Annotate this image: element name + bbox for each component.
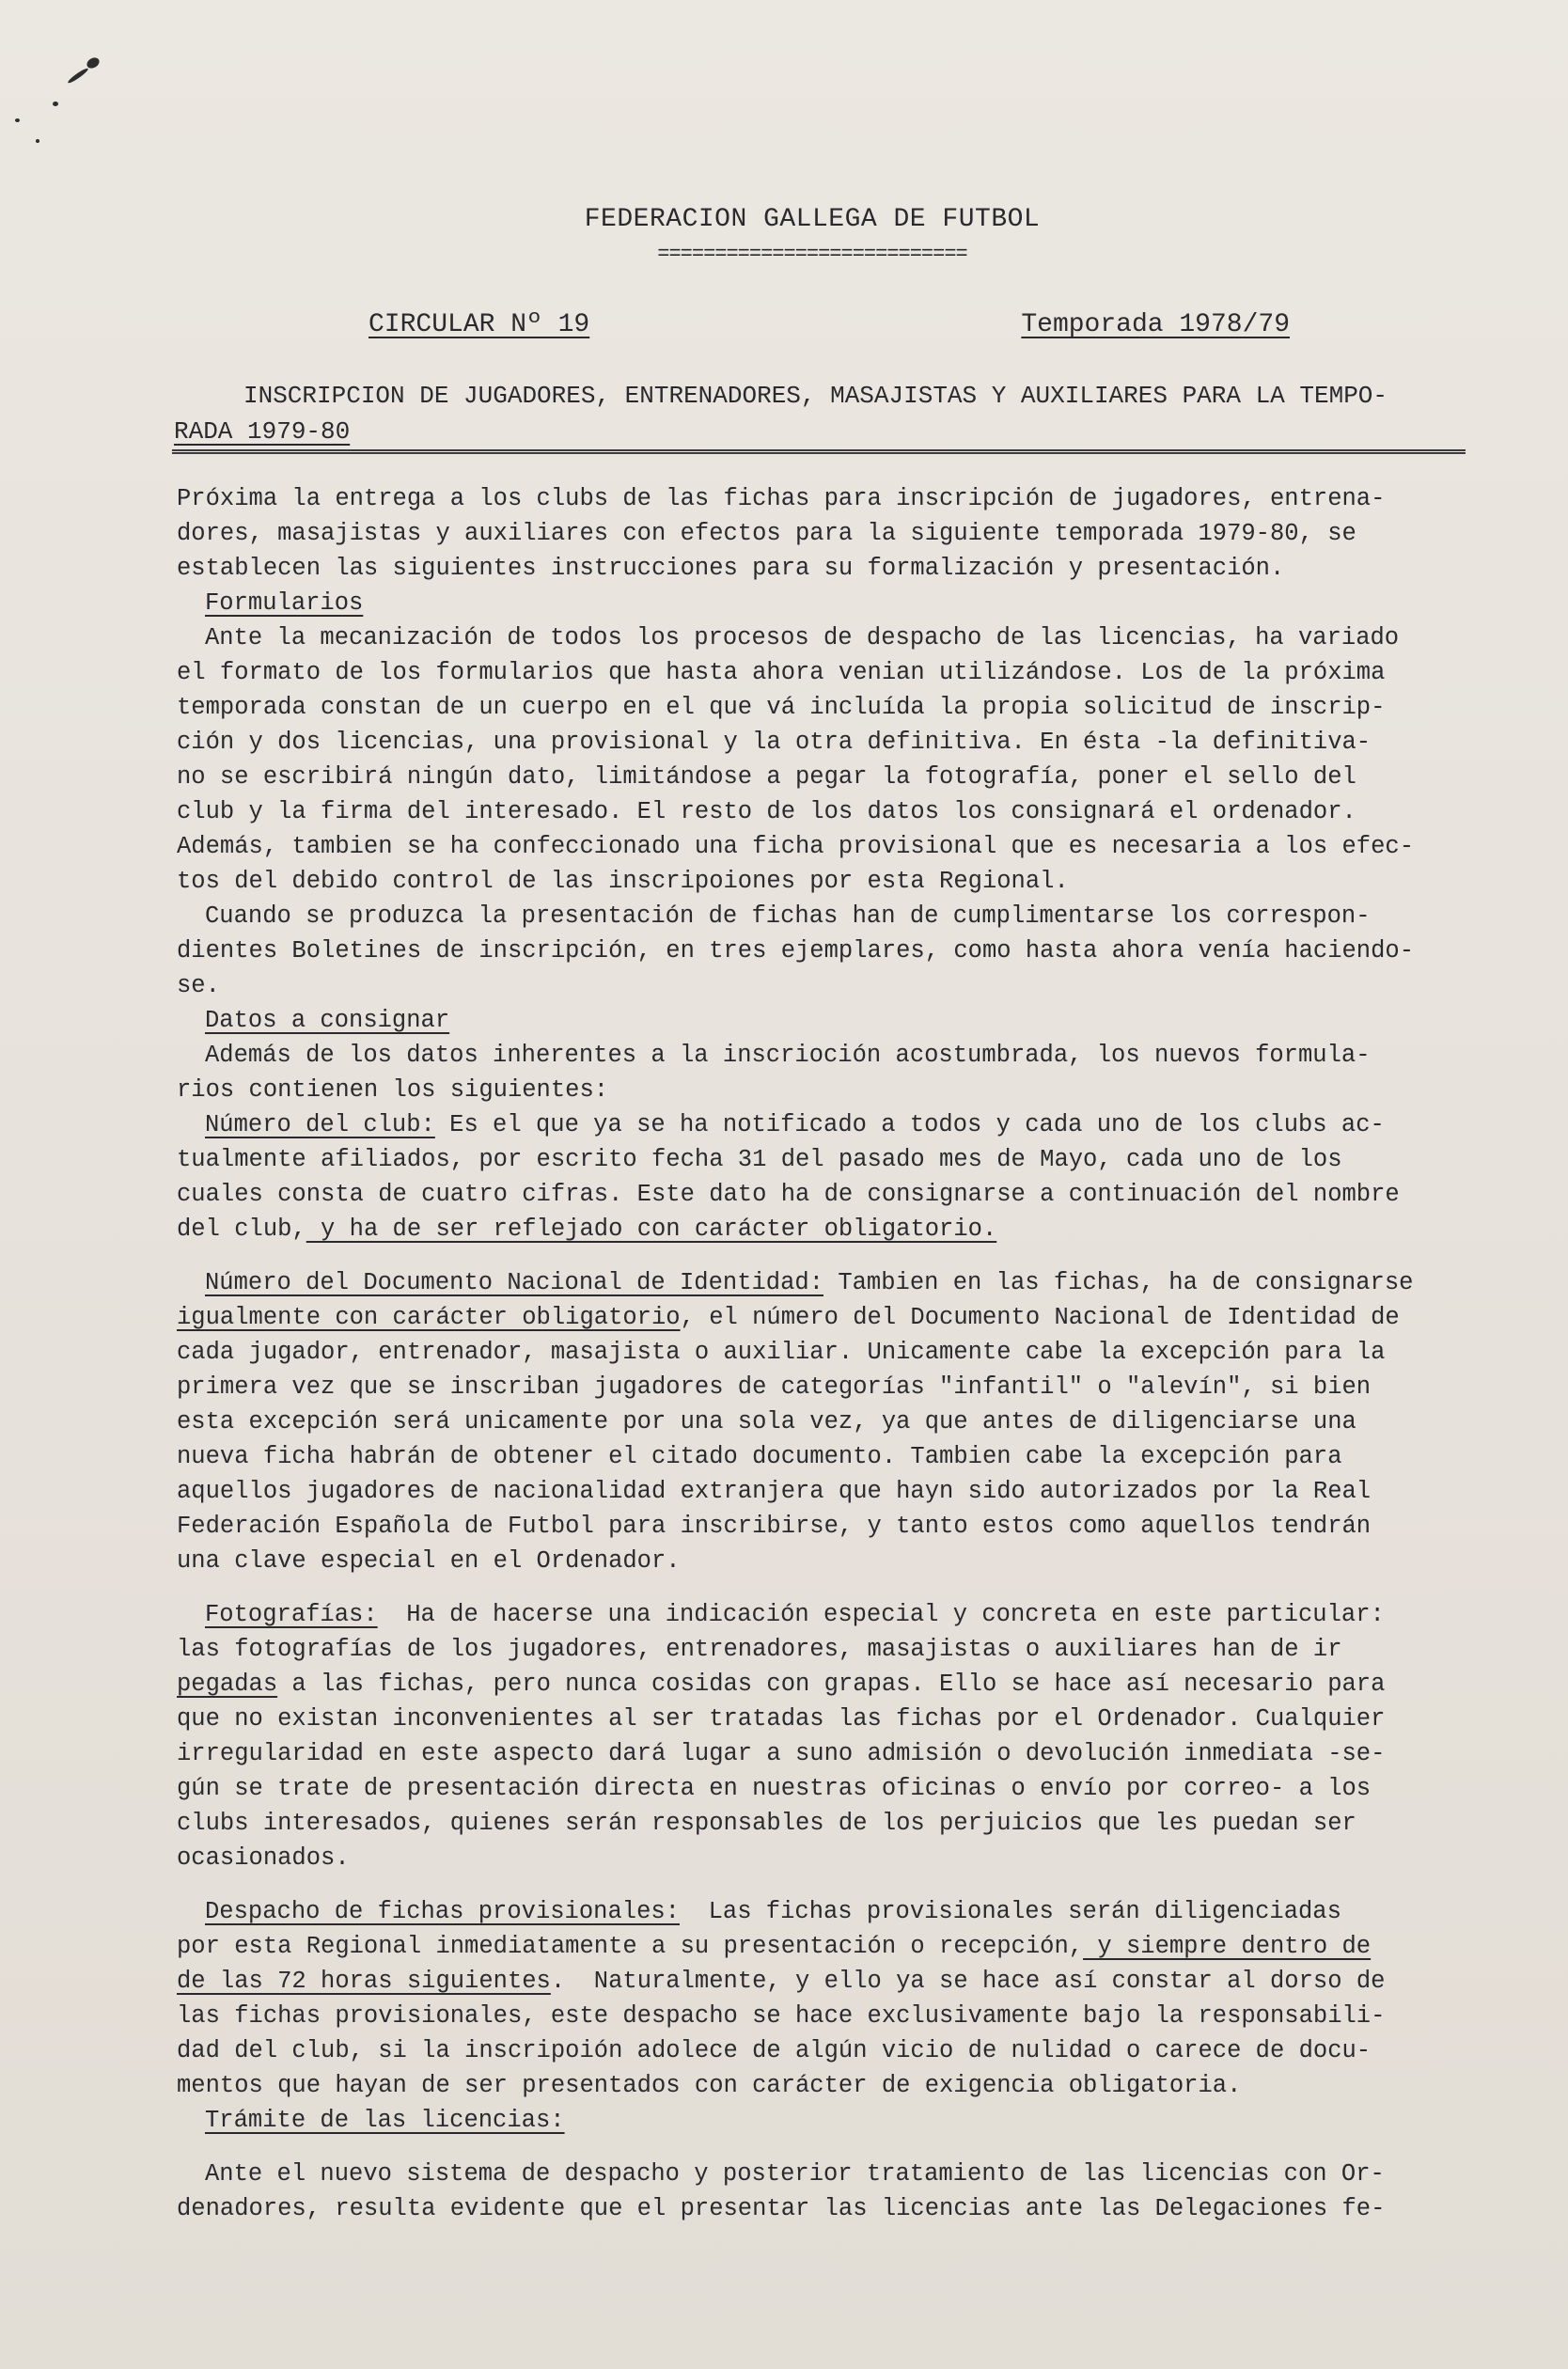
body-line: una clave especial en el Ordenador. — [177, 1547, 681, 1575]
body-line: tualmente afiliados, por escrito fecha 31 del pasado mes de Mayo, cada uno de los — [177, 1146, 1342, 1173]
body-line: del club, y ha de ser reflejado con carácter obligatorio. — [177, 1216, 997, 1243]
body-line: las fotografías de los jugadores, entrenadores, masajistas o auxiliares han de ir — [177, 1636, 1342, 1663]
dni-label: Número del Documento Nacional de Identidad: — [205, 1269, 824, 1296]
section-heading-formularios: Formularios — [205, 589, 364, 617]
body-line: Fotografías: Ha de hacerse una indicación especial y concreta en este particular: — [205, 1601, 1385, 1628]
body-line: gún se trate de presentación directa en nuestras oficinas o envío por correo- a los — [177, 1775, 1372, 1802]
ink-speck — [53, 102, 58, 106]
despacho-label: Despacho de fichas provisionales: — [205, 1898, 680, 1925]
body-line: dores, masajistas y auxiliares con efectos para la siguiente temporada 1979-80, se — [177, 520, 1356, 547]
body-line: Ante el nuevo sistema de despacho y posterior tratamiento de las licencias con Or- — [205, 2160, 1385, 2188]
body-line: Ante la mecanización de todos los procesos de despacho de las licencias, ha variado — [205, 624, 1400, 651]
body-line: Número del club: Es el que ya se ha notificado a todos y cada uno de los clubs ac- — [205, 1111, 1385, 1138]
body-line: Además, tambien se ha confeccionado una ficha provisional que es necesaria a los efec- — [177, 833, 1415, 860]
body-line: esta excepción será unicamente por una sola vez, ya que antes de diligenciarse una — [177, 1408, 1356, 1436]
body-line: nueva ficha habrán de obtener el citado documento. Tambien cabe la excepción para — [177, 1443, 1342, 1470]
body-line: Número del Documento Nacional de Identidad: Tambien en las fichas, ha de consignarse — [205, 1269, 1414, 1296]
body-line: irregularidad en este aspecto dará lugar a suno admisión o devolución inmediata -se- — [177, 1740, 1386, 1767]
body-line: dad del club, si la inscripoión adolece de algún vicio de nulidad o carece de docu- — [177, 2037, 1372, 2064]
body-line: pegadas a las fichas, pero nunca cosidas con grapas. Ello se hace así necesario para — [177, 1671, 1386, 1698]
body-line: Federación Española de Futbol para inscribirse, y tanto estos como aquellos tendrán — [177, 1513, 1372, 1540]
body-line: ocasionados. — [177, 1844, 350, 1872]
body-line: temporada constan de un cuerpo en el que vá incluída la propia solicitud de inscrip- — [177, 694, 1386, 721]
fotografias-label: Fotografías: — [205, 1601, 378, 1628]
body-line: cada jugador, entrenador, masajista o auxiliar. Unicamente cabe la excepción para la — [177, 1339, 1386, 1366]
body-line: club y la firma del interesado. El resto de los datos los consignará el ordenador. — [177, 798, 1356, 825]
season-label: Temporada 1978/79 — [1021, 310, 1290, 339]
body-line: Próxima la entrega a los clubs de las fichas para inscripción de jugadores, entrena- — [177, 485, 1386, 512]
body-line: ción y dos licencias, una provisional y la otra definitiva. En ésta -la definitiva- — [177, 729, 1372, 756]
body-line: de las 72 horas siguientes. Naturalmente, y ello ya se hace así constar al dorso de — [177, 1968, 1386, 1995]
body-line: primera vez que se inscriban jugadores de categorías "infantil" o "alevín", si bien — [177, 1373, 1372, 1401]
double-rule — [172, 449, 1466, 454]
body-line: el formato de los formularios que hasta ahora venian utilizándose. Los de la próxima — [177, 659, 1386, 686]
body-line: se. — [177, 972, 220, 999]
body-line: que no existan inconvenientes al ser tratadas las fichas por el Ordenador. Cualquier — [177, 1705, 1386, 1733]
body-line: cuales consta de cuatro cifras. Este dato ha de consignarse a continuación del nombre — [177, 1181, 1400, 1208]
document-title: FEDERACION GALLEGA DE FUTBOL — [584, 205, 1041, 234]
subject-line: RADA 1979-80 — [174, 417, 351, 446]
circular-number: CIRCULAR Nº 19 — [368, 310, 590, 339]
body-line: establecen las siguientes instrucciones para su formalización y presentación. — [177, 555, 1285, 582]
body-line: clubs interesados, quienes serán responsables de los perjuicios que les puedan ser — [177, 1810, 1356, 1837]
document-body — [177, 481, 1529, 2226]
body-line: mentos que hayan de ser presentados con carácter de exigencia obligatoria. — [177, 2072, 1242, 2099]
ink-speck — [67, 67, 89, 85]
subject-line: INSCRIPCION DE JUGADORES, ENTRENADORES, MASAJISTAS Y AUXILIARES PARA LA TEMPO- — [243, 382, 1388, 410]
body-line: Cuando se produzca la presentación de fichas han de cumplimentarse los correspon- — [205, 902, 1371, 930]
body-line: igualmente con carácter obligatorio, el número del Documento Nacional de Identidad de — [177, 1304, 1400, 1331]
title-rule: =========================== — [657, 243, 967, 266]
ink-speck — [15, 118, 20, 122]
numero-club-label: Número del club: — [205, 1111, 435, 1138]
body-line: no se escribirá ningún dato, limitándose a pegar la fotografía, poner el sello del — [177, 763, 1356, 791]
body-line: por esta Regional inmediatamente a su presentación o recepción, y siempre dentro de — [177, 1933, 1372, 1960]
body-line: dientes Boletines de inscripción, en tres ejemplares, como hasta ahora venía haciendo- — [177, 937, 1415, 965]
body-line: las fichas provisionales, este despacho se hace exclusivamente bajo la responsabili- — [177, 2002, 1386, 2030]
ink-speck — [36, 139, 39, 143]
body-line: rios contienen los siguientes: — [177, 1076, 609, 1104]
body-line: tos del debido control de las inscripoiones por esta Regional. — [177, 868, 1069, 895]
body-line: denadores, resulta evidente que el presentar las licencias ante las Delegaciones fe- — [177, 2195, 1386, 2222]
body-line: Despacho de fichas provisionales: Las fichas provisionales serán diligenciadas — [205, 1898, 1341, 1925]
section-heading-datos: Datos a consignar — [205, 1007, 450, 1034]
subject — [174, 378, 1464, 449]
body-line: aquellos jugadores de nacionalidad extranjera que hayn sido autorizados por la Real — [177, 1478, 1372, 1505]
body-line: Además de los datos inherentes a la inscrioción acostumbrada, los nuevos formula- — [205, 1042, 1371, 1069]
section-heading-tramite: Trámite de las licencias: — [205, 2107, 565, 2134]
